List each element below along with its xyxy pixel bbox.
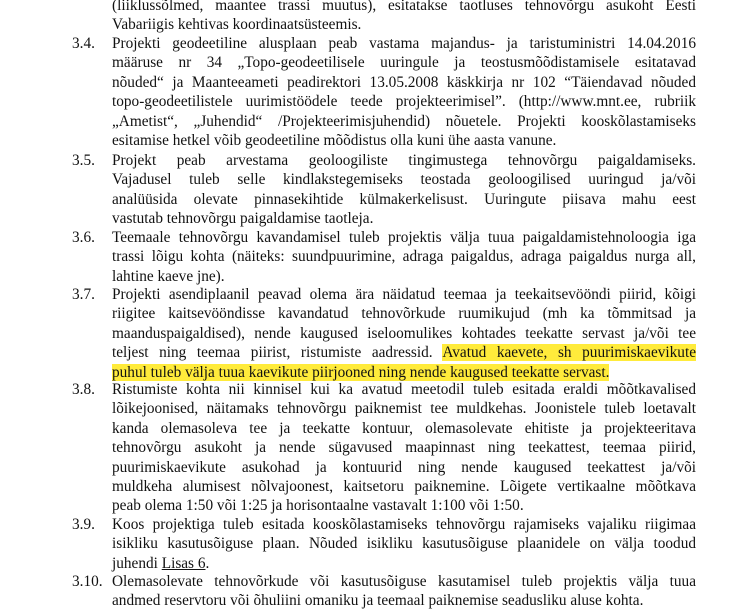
line-text: juhendi <box>112 554 158 572</box>
line-text: „Ametist“, „Juhendid“ /Projekteerimisjuhendid) nõuetele. Projekti kooskõlastamiseks <box>112 112 696 130</box>
line-text: Olemasolevate tehnovõrkude või kasutusõiguse kasutamisel tuleb projektis välja tuua <box>112 573 696 590</box>
line-text: tehnovõrgu asukoht ja nende sügavused maapinnast ning teekattest, teemaa piirid, <box>112 439 696 457</box>
line-text: puurimiskaevikute asukohad ja kontuurid ning nende kaugused teekattest ja/või <box>112 458 696 476</box>
text-line <box>112 15 696 34</box>
line-text: Projekt peab arvestama geoloogiliste tingimustega tehnovõrgu paigaldamiseks. <box>112 152 696 169</box>
line-text: kanda olemasoleva tee ja teekatte kontuur, olemasolevate ehitiste ja projekteeritava <box>112 419 696 437</box>
text-line <box>112 554 696 573</box>
line-text: Vabariigis kehtivas koordinaatsüsteemis. <box>112 16 362 34</box>
text-line <box>112 285 696 304</box>
text-line <box>112 324 696 343</box>
text-line <box>112 534 696 553</box>
text-line <box>112 190 696 209</box>
text-line <box>112 591 696 610</box>
line-text: (liiklussõlmed, maantee trassi muutus), esitatakse taotluses tehnovõrgu asukoht Eesti <box>112 0 696 14</box>
text-line <box>112 515 696 534</box>
line-text: topo-geodeetilistele uurimistöödele teede projekteerimisel”. (http://www.mnt.ee, rubriik <box>112 93 696 111</box>
text-line <box>112 458 696 477</box>
line-text: nõuded“ ja Maanteeameti peadirektori 13.05.2008 käskkirja nr 102 “Täiendavad nõuded <box>112 73 696 91</box>
item-number: 3.4. <box>72 35 95 52</box>
text-line <box>112 419 696 438</box>
line-text: vastutab tehnovõrgu paigaldamise taotleja. <box>112 210 374 228</box>
text-line <box>112 34 696 53</box>
line-text: Koos projektiga tuleb esitada kooskõlastamiseks tehnovõrgu rajamiseks vajaliku riigimaa <box>112 516 696 533</box>
item-number: 3.8. <box>72 381 95 398</box>
text-line <box>112 267 696 286</box>
item-text <box>112 572 696 611</box>
item-number: 3.6. <box>72 229 95 246</box>
text-line <box>112 53 696 72</box>
item-number: 3.5. <box>72 152 95 169</box>
highlighted-text: Avatud kaevete, sh puurimiskaevikute <box>442 344 696 362</box>
item-text <box>112 285 696 382</box>
line-text: trassi lõigu kohta (näiteks: suundpuurimine, adraga paigaldus, adraga paigaldus nurga all, <box>112 248 696 266</box>
text-line <box>112 399 696 418</box>
text-line <box>112 228 696 247</box>
text-line <box>112 247 696 266</box>
lisa-6-link[interactable]: Lisas 6 <box>161 554 206 572</box>
line-text: muldkeha alumisest nõlvajoonest, kaitsetoru paiknemine. Lõigete vertikaalne mõõtkava <box>112 477 696 495</box>
line-text-after: . <box>205 554 210 572</box>
text-line <box>112 151 696 170</box>
line-text: peab olema 1:50 või 1:25 ja horisontaalne vastavalt 1:100 või 1:50. <box>112 497 524 515</box>
line-text: määruse nr 34 „Topo-geodeetilisele uuringule ja teostusmõõdistamisele esitatavad <box>112 54 696 72</box>
line-text: Projekti geodeetiline alusplaan peab vastama majandus- ja taristuministri 14.04.2016 <box>112 35 696 52</box>
text-line <box>112 92 696 111</box>
text-line <box>112 131 696 150</box>
line-text: Vajadusel tuleb selle kindlakstegemiseks teostada geoloogilised uuringud ja/või <box>112 171 696 189</box>
line-text: andmed reservtoru või õhuliini omaniku ja teemaal paiknemise seadusliku aluse kohta. <box>112 592 644 610</box>
line-text: esitamise hetkel võib geodeetiline mõõdistus olla kuni ühe aasta vanune. <box>112 131 557 149</box>
item-text <box>112 380 696 516</box>
line-text: isikliku kasutusõiguse plaan. Nõuded isikliku kasutusõiguse plaanidele on välja toodud <box>112 535 696 553</box>
text-line <box>112 112 696 131</box>
item-text <box>112 34 696 150</box>
line-text: riigitee kaitsevööndisse kavandatud tehnovõrkude ruumikujud (mh ka tõmmitsad ja <box>112 305 696 323</box>
text-line <box>112 343 696 362</box>
line-text: Projekti asendiplaanil peavad olema ära näidatud teemaa ja teekaitsevööndi piirid, kõigi <box>112 286 696 303</box>
text-line <box>112 73 696 92</box>
line-text: Ristumiste kohta nii kinnisel kui ka avatud meetodil tuleb esitada eraldi mõõtkavalised <box>112 381 696 398</box>
text-line <box>112 304 696 323</box>
item-text <box>112 515 696 573</box>
line-text: lõikejoonised, näitamaks tehnovõrgu paiknemist tee muldkehas. Joonistele tuleb loetavalt <box>112 400 696 418</box>
line-text: Teemaale tehnovõrgu kavandamisel tuleb projektis välja tuua paigaldamistehnoloogia iga <box>112 229 696 246</box>
line-text: teljest ning teemaa piirist, ristumiste aadressid. <box>112 344 433 362</box>
item-text <box>112 151 696 229</box>
line-text: analüüsida olevate pinnasekihtide külmakerkelisust. Uuringute piisava mahu eest <box>112 190 696 208</box>
item-text <box>112 228 696 286</box>
text-line <box>112 496 696 515</box>
item-text <box>112 0 696 35</box>
text-line <box>112 170 696 189</box>
text-line <box>112 380 696 399</box>
text-line <box>112 0 696 15</box>
text-line <box>112 572 696 591</box>
text-line <box>112 209 696 228</box>
text-line <box>112 438 696 457</box>
text-line <box>112 477 696 496</box>
line-text: maanduspaigaldised), nende kaugused iseloomulikes kohtades teekatte servast ja/või tee <box>112 324 696 342</box>
item-number: 3.10. <box>72 573 103 590</box>
line-text: lahtine kaeve jne). <box>112 267 225 285</box>
item-number: 3.9. <box>72 516 95 533</box>
highlighted-text: puhul tuleb välja tuua kaevikute piirjooned ning nende kaugused teekatte servast. <box>112 363 610 381</box>
item-number: 3.7. <box>72 286 95 303</box>
